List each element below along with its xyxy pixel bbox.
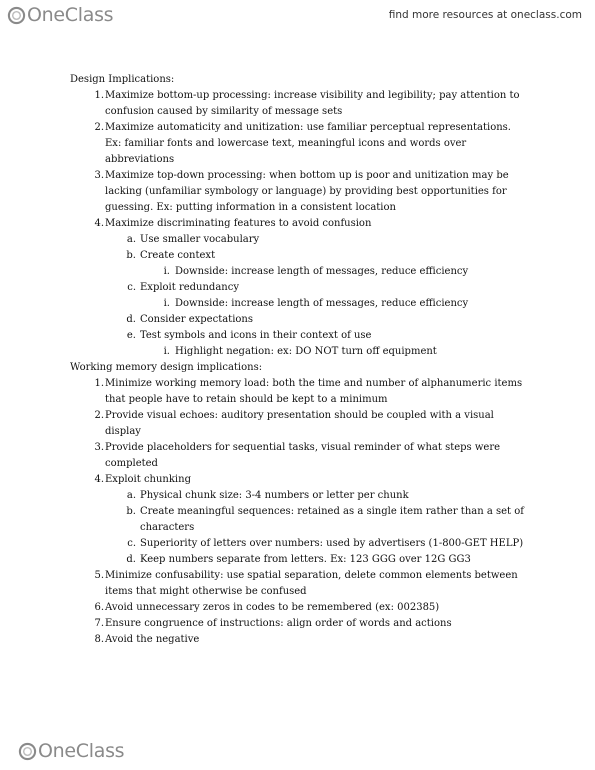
list-item: 6. Avoid unnecessary zeros in codes to be remembered (ex: 002385) bbox=[94, 602, 440, 613]
sub-list-item: d. Keep numbers separate from letters. Ex: 123 GGG over 12G GG3 bbox=[126, 554, 471, 565]
oneclass-logo-icon bbox=[7, 6, 26, 25]
list-item: 7. Ensure congruence of instructions: align order of words and actions bbox=[94, 618, 452, 629]
sub-list-item: e. Test symbols and icons in their context of use bbox=[126, 330, 372, 341]
list-item: 3. Provide placeholders for sequential tasks, visual reminder of what steps were completed bbox=[94, 442, 501, 469]
sub-list-item: b. Create context bbox=[126, 250, 216, 261]
section-heading: Design Implications: bbox=[70, 74, 175, 85]
sub-list-item: a. Physical chunk size: 3-4 numbers or letter per chunk bbox=[126, 490, 409, 501]
list-item: 4. Exploit chunking bbox=[94, 474, 191, 485]
sub-sub-list-item: i. Downside: increase length of messages, reduce efficiency bbox=[163, 266, 469, 277]
list-item: 4. Maximize discriminating features to avoid confusion bbox=[94, 218, 372, 229]
page-header bbox=[0, 0, 595, 30]
sub-sub-list-item: i. Highlight negation: ex: DO NOT turn off equipment bbox=[163, 346, 437, 357]
list-item: 1. Minimize working memory load: both the time and number of alphanumeric items that people have to retain should be kept to a minimum bbox=[94, 378, 523, 405]
document-body bbox=[70, 72, 530, 648]
logo-text: OneClass bbox=[27, 4, 114, 26]
list-item: 1. Maximize bottom-up processing: increase visibility and legibility; pay attention to confusion caused by similarity of message sets bbox=[94, 90, 520, 117]
oneclass-logo-icon bbox=[18, 742, 37, 761]
list-item: 5. Minimize confusability: use spatial separation, delete common elements between items that might otherwise be confused bbox=[94, 570, 518, 597]
list-item: 8. Avoid the negative bbox=[94, 634, 200, 645]
list-item: 2. Provide visual echoes: auditory presentation should be coupled with a visual display bbox=[94, 410, 494, 437]
section-heading: Working memory design implications: bbox=[70, 362, 263, 373]
logo-text: OneClass bbox=[38, 740, 125, 762]
list-item: 2. Maximize automaticity and unitization: use familiar perceptual representations. Ex: familiar fonts and lowercase text, meaningful icons and words over abbreviations bbox=[94, 122, 511, 165]
oneclass-logo[interactable] bbox=[18, 740, 124, 762]
oneclass-logo[interactable] bbox=[7, 4, 113, 26]
page-footer bbox=[0, 738, 595, 768]
sub-list-item: b. Create meaningful sequences: retained as a single item rather than a set of characters bbox=[126, 506, 524, 533]
sub-sub-list-item: i. Downside: increase length of messages, reduce efficiency bbox=[163, 298, 469, 309]
sub-list-item: c. Exploit redundancy bbox=[127, 282, 239, 293]
find-resources-link[interactable]: find more resources at oneclass.com bbox=[388, 9, 582, 21]
sub-list-item: c. Superiority of letters over numbers: used by advertisers (1-800-GET HELP) bbox=[127, 538, 524, 549]
sub-list-item: a. Use smaller vocabulary bbox=[126, 234, 260, 245]
list-item: 3. Maximize top-down processing: when bottom up is poor and unitization may be lacking (unfamiliar symbology or language) by providing best opportunities for guessing. Ex: putting information in a consistent location bbox=[94, 170, 509, 213]
sub-list-item: d. Consider expectations bbox=[126, 314, 253, 325]
